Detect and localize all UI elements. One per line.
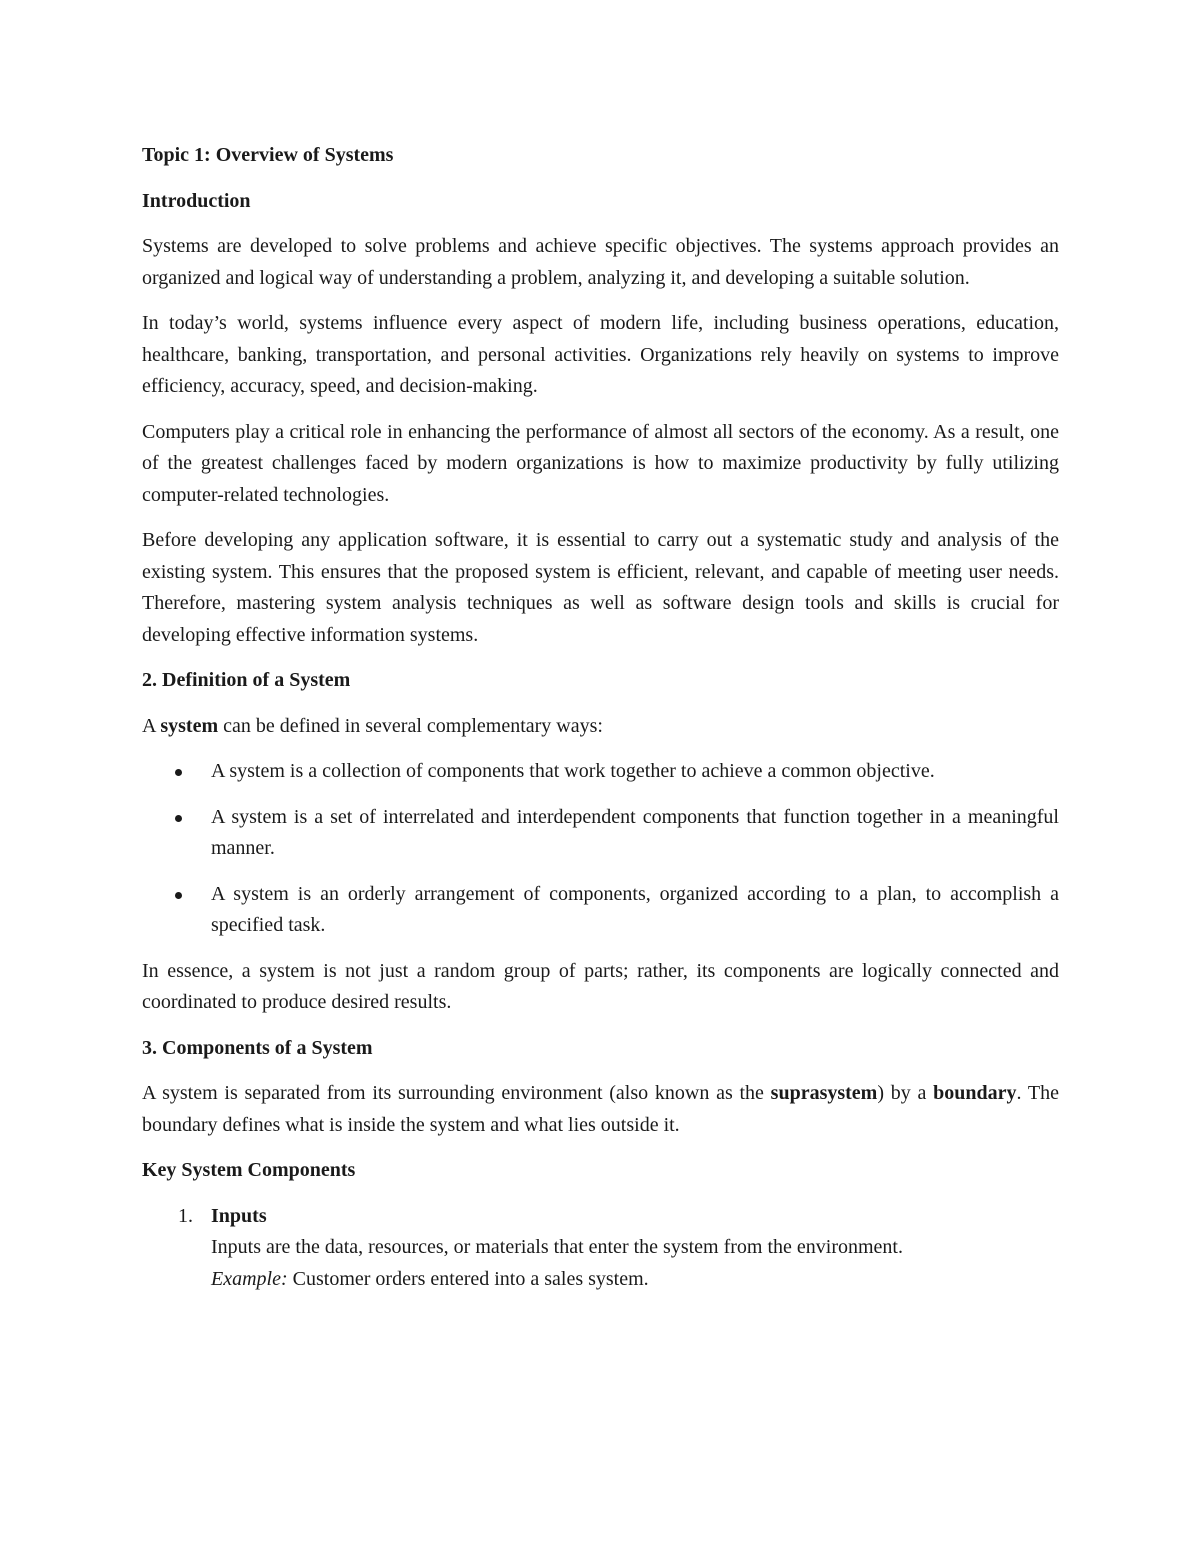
section-heading-introduction: Introduction: [142, 189, 251, 212]
item-description: Inputs are the data, resources, or materials that enter the system from the environment.: [211, 1236, 903, 1258]
section-heading-definition: 2. Definition of a System: [142, 669, 351, 691]
intro-paragraph-2: In today’s world, systems influence every aspect of modern life, including business operations, education, healthcare, banking, transportation, and personal activities. Organizations rely heavily on systems to improve efficiency, accuracy, speed, and decision-making.: [142, 312, 1059, 397]
intro-paragraph-1: Systems are developed to solve problems and achieve specific objectives. The systems approach provides an organized and logical way of understanding a problem, analyzing it, and developing a suitable solution.: [142, 235, 1059, 289]
intro-paragraph-4: Before developing any application software, it is essential to carry out a systematic study and analysis of the existing system. This ensures that the proposed system is efficient, relevant, and capable of meeting user needs. Therefore, mastering system analysis techniques as well as software design tools and skills is crucial for developing effective information systems.: [142, 529, 1059, 646]
list-item: [142, 756, 1059, 788]
bullet-text: A system is a set of interrelated and interdependent components that function together in a meaningful manner.: [211, 805, 1059, 859]
components-text-2: ) by a: [877, 1082, 934, 1104]
components-text-1: A system is separated from its surrounding environment (also known as the: [142, 1082, 771, 1104]
suprasystem-term: suprasystem: [770, 1082, 878, 1104]
definition-lead: [142, 711, 1059, 743]
key-components-list: [142, 1201, 1059, 1296]
bullet-icon: [175, 892, 182, 899]
bullet-text: A system is an orderly arrangement of components, organized according to a plan, to accomplish a specified task.: [211, 882, 1059, 936]
example-text: Customer orders entered into a sales system.: [287, 1267, 649, 1290]
components-text-3: . The boundary defines what is inside the system and what lies outside it.: [142, 1082, 1059, 1136]
bullet-icon: [175, 815, 182, 822]
boundary-term: boundary: [933, 1082, 1017, 1104]
components-paragraph: [142, 1078, 1059, 1141]
definition-lead-start: A: [142, 714, 161, 737]
item-title: Inputs: [211, 1204, 267, 1227]
list-item: [142, 879, 1059, 942]
list-item: [142, 1201, 1059, 1296]
item-example: [211, 1264, 1059, 1296]
definition-lead-end: can be defined in several complementary ways:: [218, 714, 603, 737]
bullet-icon: [175, 769, 182, 776]
document-page: [142, 140, 1059, 1295]
definition-lead-keyword: system: [160, 714, 219, 737]
intro-paragraph-3: Computers play a critical role in enhancing the performance of almost all sectors of the economy. As a result, one of the greatest challenges faced by modern organizations is how to maximize productivity by fully utilizing computer-related technologies.: [142, 420, 1059, 506]
key-components-heading: Key System Components: [142, 1159, 356, 1181]
definition-bullet-list: [142, 756, 1059, 942]
list-item: [142, 802, 1059, 865]
example-label: Example:: [211, 1267, 288, 1290]
bullet-text: A system is a collection of components that work together to achieve a common objective.: [211, 760, 935, 782]
definition-summary: In essence, a system is not just a random group of parts; rather, its components are logically connected and coordinated to produce desired results.: [142, 959, 1059, 1013]
item-number: 1.: [178, 1204, 193, 1227]
document-title: Topic 1: Overview of Systems: [142, 144, 394, 166]
section-heading-components: 3. Components of a System: [142, 1036, 373, 1059]
